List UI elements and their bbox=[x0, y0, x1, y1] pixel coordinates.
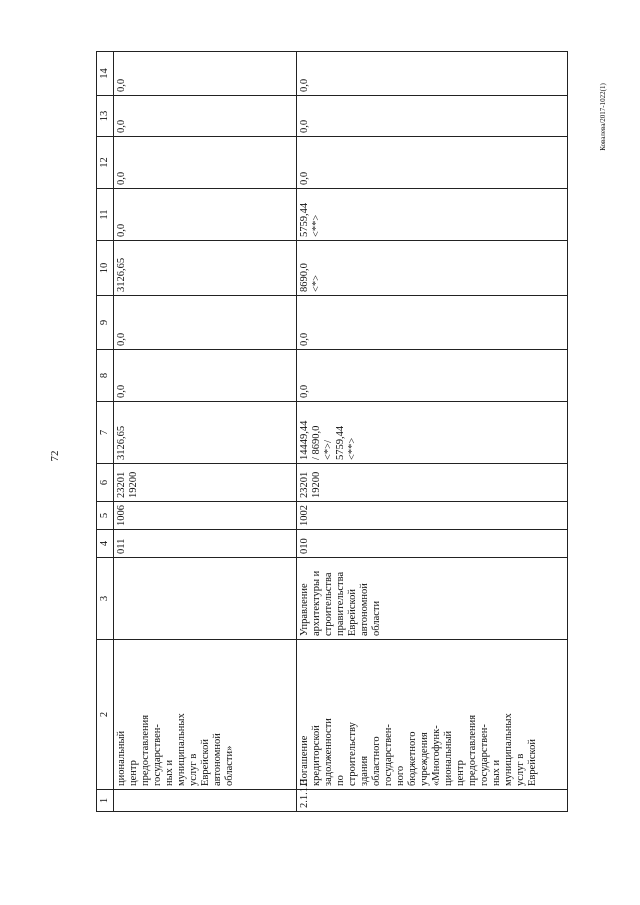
event-name: циональный центр предоставления государствен- ных и муниципальных услуг в Еврейской автономной области» bbox=[114, 640, 297, 790]
amount-cell: 0,0 bbox=[114, 350, 297, 402]
col-header: 3 bbox=[97, 558, 114, 640]
table-row bbox=[297, 52, 568, 812]
amount-cell: 0,0 bbox=[114, 96, 297, 137]
code-target: 23201 19200 bbox=[297, 464, 568, 502]
col-header: 6 bbox=[97, 464, 114, 502]
executor: Управление архитектуры и строительства правительства Еврейской автономной области bbox=[297, 558, 568, 640]
amount-cell: 0,0 bbox=[297, 137, 568, 189]
amount-cell: 0,0 bbox=[297, 296, 568, 350]
amount-cell: 0,0 bbox=[114, 296, 297, 350]
footer-code: Ковалева/2017-1022(1) bbox=[599, 83, 607, 151]
amount-cell: 3126,65 bbox=[114, 241, 297, 296]
amount-total: 3126,65 bbox=[114, 402, 297, 464]
col-header: 9 bbox=[97, 296, 114, 350]
amount-cell: 0,0 bbox=[114, 189, 297, 241]
amount-cell: 8690,0 <*> bbox=[297, 241, 568, 296]
budget-table bbox=[96, 51, 568, 812]
col-header: 8 bbox=[97, 350, 114, 402]
amount-cell: 0,0 bbox=[297, 350, 568, 402]
code-grbs: 011 bbox=[114, 530, 297, 558]
col-header: 14 bbox=[97, 52, 114, 96]
col-header: 10 bbox=[97, 241, 114, 296]
page-number: 72 bbox=[49, 450, 61, 462]
header-row bbox=[97, 52, 114, 812]
row-number bbox=[114, 790, 297, 812]
col-header: 12 bbox=[97, 137, 114, 189]
amount-cell: 0,0 bbox=[114, 52, 297, 96]
col-header: 5 bbox=[97, 502, 114, 530]
amount-total: 14449,44 / 8690,0 <*>/ 5759,44 <**> bbox=[297, 402, 568, 464]
amount-cell: 5759,44 <**> bbox=[297, 189, 568, 241]
table-row bbox=[114, 52, 297, 812]
col-header: 11 bbox=[97, 189, 114, 241]
code-target: 23201 19200 bbox=[114, 464, 297, 502]
executor bbox=[114, 558, 297, 640]
event-name: Погашение кредиторской задолженности по строительству здания областного государствен- ного бюджетного учреждения «Многофунк- циональный центр предоставления государствен- ных и муниципальных услуг в Еврейской bbox=[297, 640, 568, 790]
col-header: 13 bbox=[97, 96, 114, 137]
col-header: 4 bbox=[97, 530, 114, 558]
amount-cell: 0,0 bbox=[297, 52, 568, 96]
rotated-table-container bbox=[96, 52, 582, 812]
code-section: 1002 bbox=[297, 502, 568, 530]
col-header: 7 bbox=[97, 402, 114, 464]
code-section: 1006 bbox=[114, 502, 297, 530]
amount-cell: 0,0 bbox=[297, 96, 568, 137]
row-number: 2.1.1.3 bbox=[297, 790, 568, 812]
col-header: 2 bbox=[97, 640, 114, 790]
amount-cell: 0,0 bbox=[114, 137, 297, 189]
code-grbs: 010 bbox=[297, 530, 568, 558]
col-header: 1 bbox=[97, 790, 114, 812]
